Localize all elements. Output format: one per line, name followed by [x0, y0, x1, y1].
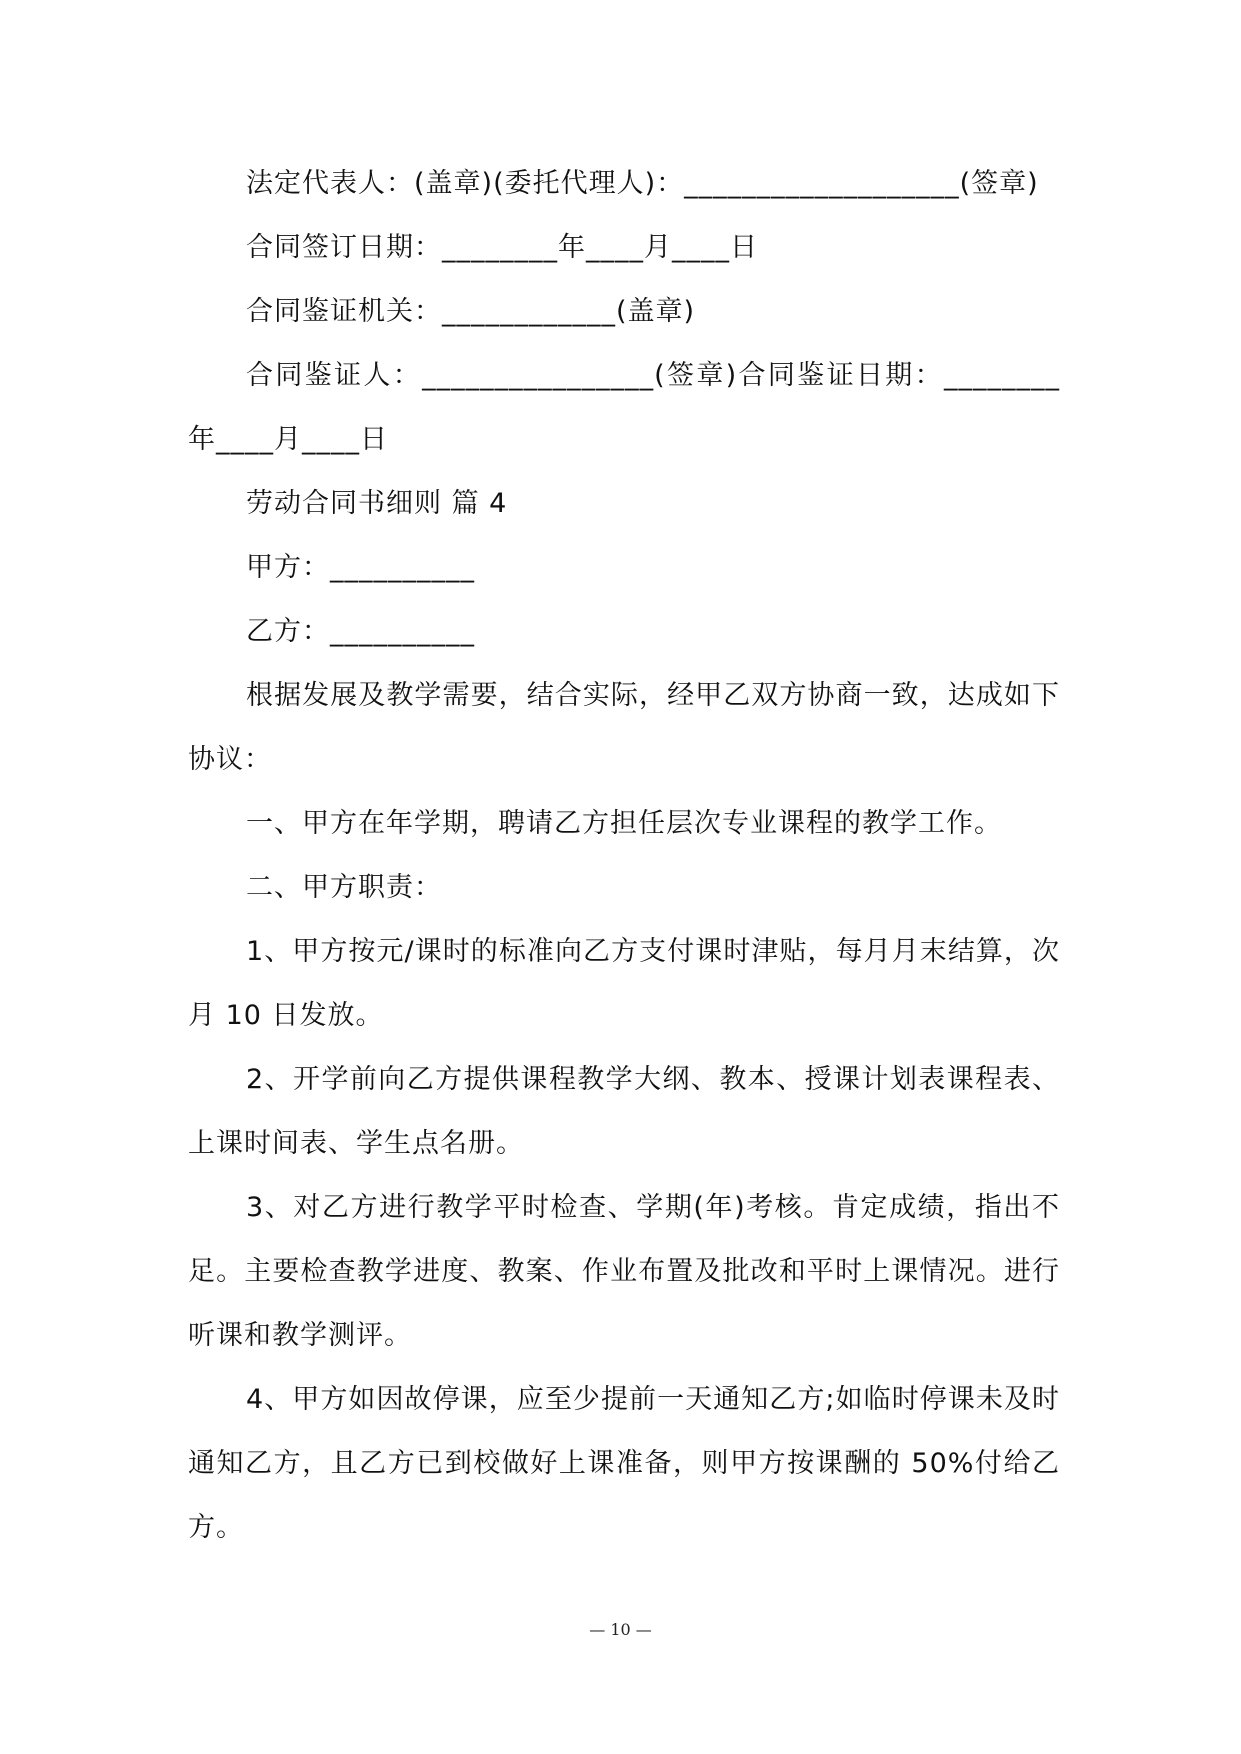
section-heading: 劳动合同书细则 篇 4: [246, 488, 508, 519]
authentication-agency-line: 合同鉴证机关：____________(盖章): [246, 296, 696, 327]
clause-2-item-4: 4、甲方如因故停课，应至少提前一天通知乙方;如临时停课未及时通知乙方，且乙方已到校做好上课准备，则甲方按课酬的 50%付给乙方。: [188, 1384, 1060, 1543]
authenticator-line: 合同鉴证人：________________(签章)合同鉴证日期：________年____月____日: [188, 360, 1060, 455]
clause-1: 一、甲方在年学期，聘请乙方担任层次专业课程的教学工作。: [246, 808, 1002, 839]
document-body: [188, 152, 1060, 1560]
party-b-line: 乙方：__________: [246, 616, 475, 647]
page-number: — 10 —: [589, 1620, 652, 1639]
clause-2-heading: 二、甲方职责：: [246, 872, 442, 903]
signature-legal-rep-line: 法定代表人：(盖章)(委托代理人)：___________________(签章): [246, 168, 1039, 199]
preamble-paragraph: 根据发展及教学需要，结合实际，经甲乙双方协商一致，达成如下协议：: [188, 680, 1060, 775]
party-a-line: 甲方：__________: [246, 552, 475, 583]
clause-2-item-3: 3、对乙方进行教学平时检查、学期(年)考核。肯定成绩，指出不足。主要检查教学进度、教案、作业布置及批改和平时上课情况。进行听课和教学测评。: [188, 1192, 1060, 1351]
clause-2-item-2: 2、开学前向乙方提供课程教学大纲、教本、授课计划表课程表、上课时间表、学生点名册。: [188, 1064, 1060, 1159]
clause-2-item-1: 1、甲方按元/课时的标准向乙方支付课时津贴，每月月末结算，次月 10 日发放。: [188, 936, 1060, 1031]
contract-sign-date-line: 合同签订日期：________年____月____日: [246, 232, 758, 263]
